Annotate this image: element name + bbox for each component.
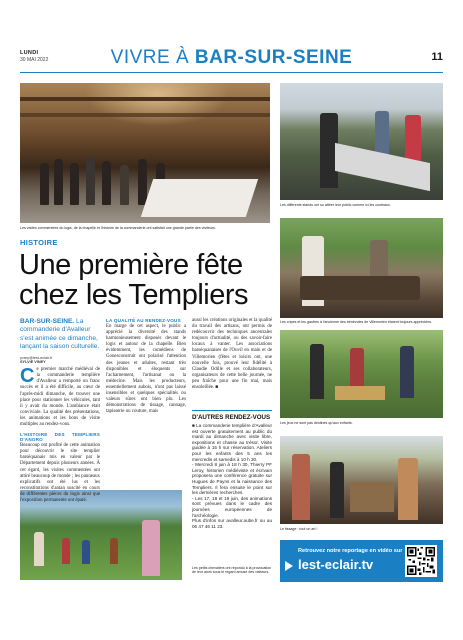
photo-figure [40,163,49,205]
lede-text: La commanderie d'Avalleur s'est animée ce dimanche, lançant la saison culturelle. [20,318,100,350]
video-promo-banner[interactable] [280,540,443,582]
byline-name: SYLVIE VINEY [20,360,46,365]
play-arrow-icon [285,561,293,571]
page-number: 11 [431,51,443,63]
article-headline: Une première fête chez les Templiers [19,249,249,311]
photo-figure [70,163,79,205]
header-rule [20,72,443,73]
photo-figure [86,157,95,205]
promo-link[interactable]: lest-eclair.tv [298,557,374,572]
caption-photo3: Les cripes et les gaufres à l'ancienne des bénévoles de Villemorien étaient toujours appréciées. [280,320,433,324]
photo-figure [310,344,324,399]
photo-figure [34,532,44,566]
photo-figure [110,538,118,564]
photo-weaving [280,436,443,524]
photo-figure [330,462,344,518]
events-box-paragraph: - Mercredi 8 juin à 18 h 30, Thierry PF Leroy, historien médiéviste et écrivain proposera une conférence gratuite sur Hugues de Payns et la naissance des Templiers. Il fera ensuite le point sur les dernières recherches. [192,462,272,496]
photo-loom [350,482,394,512]
header-date: 30 MAI 2022 [20,57,49,63]
photo-figure [54,159,63,205]
photo-beam [20,113,270,117]
photo-crepes-stand [280,218,443,318]
photo-game-board [335,386,385,400]
events-box-paragraph: Plus d'infos sur avalleur.aube.fr ou au 06 47 46 11 23. [192,518,272,529]
article-paragraph: Beaucoup ont profité de cette animation pour découvrir le site templier barséquanais mis en valeur par le Département depuis plusieurs années. À cet égard, les visites commentées ont attiré beaucoup de monde ; les panneaux explicatifs ont été lus et les reconstitutions d'antan suscité en cours de différentes pièces du logis ainsi que l'exposition permanente ont épaté. [20,443,100,503]
section-title-light: VIVRE À [110,47,195,68]
photo-guided-tour [20,83,270,223]
photo-figure [120,165,129,205]
drop-cap: C [20,365,35,388]
article-paragraph: En marge de cet aspect, le public a apprécié la diversité des stands harmonieusement disposés devant le logis et autour de la chapelle. Bien évidemment, les comédiens de Gonesconstruit ont polarisé l'attention des jeunes et adultes, restant très disponibles et éloquents sur l'acharnement, l'artisanat ou la médecine. Mais les producteurs, essentiellement aubois, n'ont pas laissé insensibles et quelques spécialités ou valeurs sûres ont bien plu. Les démonstrations de tissage, cannage, tapisserie ou couture, mais [106,324,186,415]
caption-photo1: Les visites commentées du logis, de la chapelle et l'histoire de la commanderie ont satisfait une grande partie des visiteurs. [20,226,216,230]
caption-photo4: Les jeux ne sont pas destinés qu'aux enfants. [280,421,353,425]
subheading: L'HISTOIRE DES TEMPLIERS D'ANORO [20,432,100,443]
section-title [0,47,463,69]
events-box [192,410,272,529]
lede-place: BAR-SUR-SEINE. [20,318,75,325]
article-column-3 [192,318,272,391]
subheading: LA QUALITÉ AU RENDEZ-VOUS [106,318,181,323]
article-paragraph [20,367,100,428]
photo-stall [300,276,420,300]
section-title-bold: BAR-SUR-SEINE [194,47,353,68]
photo-figure [138,159,147,205]
article-paragraph: aussi les créations originales et la qualité du travail des artisans, ont permis de redécouvrir des techniques ancestrales toujours d'actualité, ou des savoir-faire locaux à vanter. Les associations barséquanaises de l'Ouvil en main et de Villemorien (fêtes et loisirs ont, une nouvelle fois, prouvé leur fidélité à Claudie Odille et ses collaborateurs, organisateurs de cette belle journée, ne peu fraîche pour une fin mai, mais ensoleillée. ■ [192,318,272,391]
photo-figure [142,520,160,576]
caption-photo2: Les différents stands ont su attirer leur public comme ici les couteaux. [280,203,391,207]
events-box-paragraph: ■ La commanderie templière d'Avalleur est ouverte gratuitement au public du mardi au dimanche avec visite libre, expositions et chasse au trésor. Visite guidée à 15 h sur réservation. Ateliers pour les enfants des 5 ans les mercredis et samedis à 10 h 30. [192,423,272,462]
article-lede [20,318,100,351]
caption-photo7: Les petits chevaliers ont répondu à la provocation de leur alors sous le regard amusé des visiteurs. [192,566,272,575]
photo-figure [400,346,414,398]
header-day: LUNDI [20,50,39,56]
photo-games [280,330,443,418]
photo-beam [20,97,270,101]
photo-figure [102,161,111,205]
photo-figure [292,454,310,520]
photo-knife-stand [280,83,443,200]
events-box-title: D'AUTRES RENDEZ-VOUS [192,414,271,421]
photo-figure [398,458,418,520]
photo-table [141,179,258,217]
promo-text: Retrouvez notre reportage en vidéo sur [298,548,403,554]
paragraph-text: e premier marché médiéval de la commanderie templière d'Avalleur a remporté un franc succès et il a été difficile, au cœur de l'après-midi dimanche, de trouver une place pour stationner les véhicules, tant il y avait du monde. L'ambiance était conviviale. La qualité des présentations, les animations et les bons de visite multiples au rendez-vous. [20,367,100,428]
byline-email: yvrey@lest-eclair.fr [20,356,53,361]
article-column-1 [20,318,100,504]
caption-photo5: Le tissage : tout un art ! [280,527,318,531]
photo-figure [82,540,90,564]
qr-code-icon[interactable] [405,545,437,577]
article-kicker: HISTOIRE [20,238,58,247]
events-box-paragraph: - Les 17, 18 et 19 juin, des animations sont prévues dans le cadre des journées européennes de l'archéologie. [192,495,272,518]
article-column-2 [106,318,186,415]
photo-figure [62,538,70,564]
